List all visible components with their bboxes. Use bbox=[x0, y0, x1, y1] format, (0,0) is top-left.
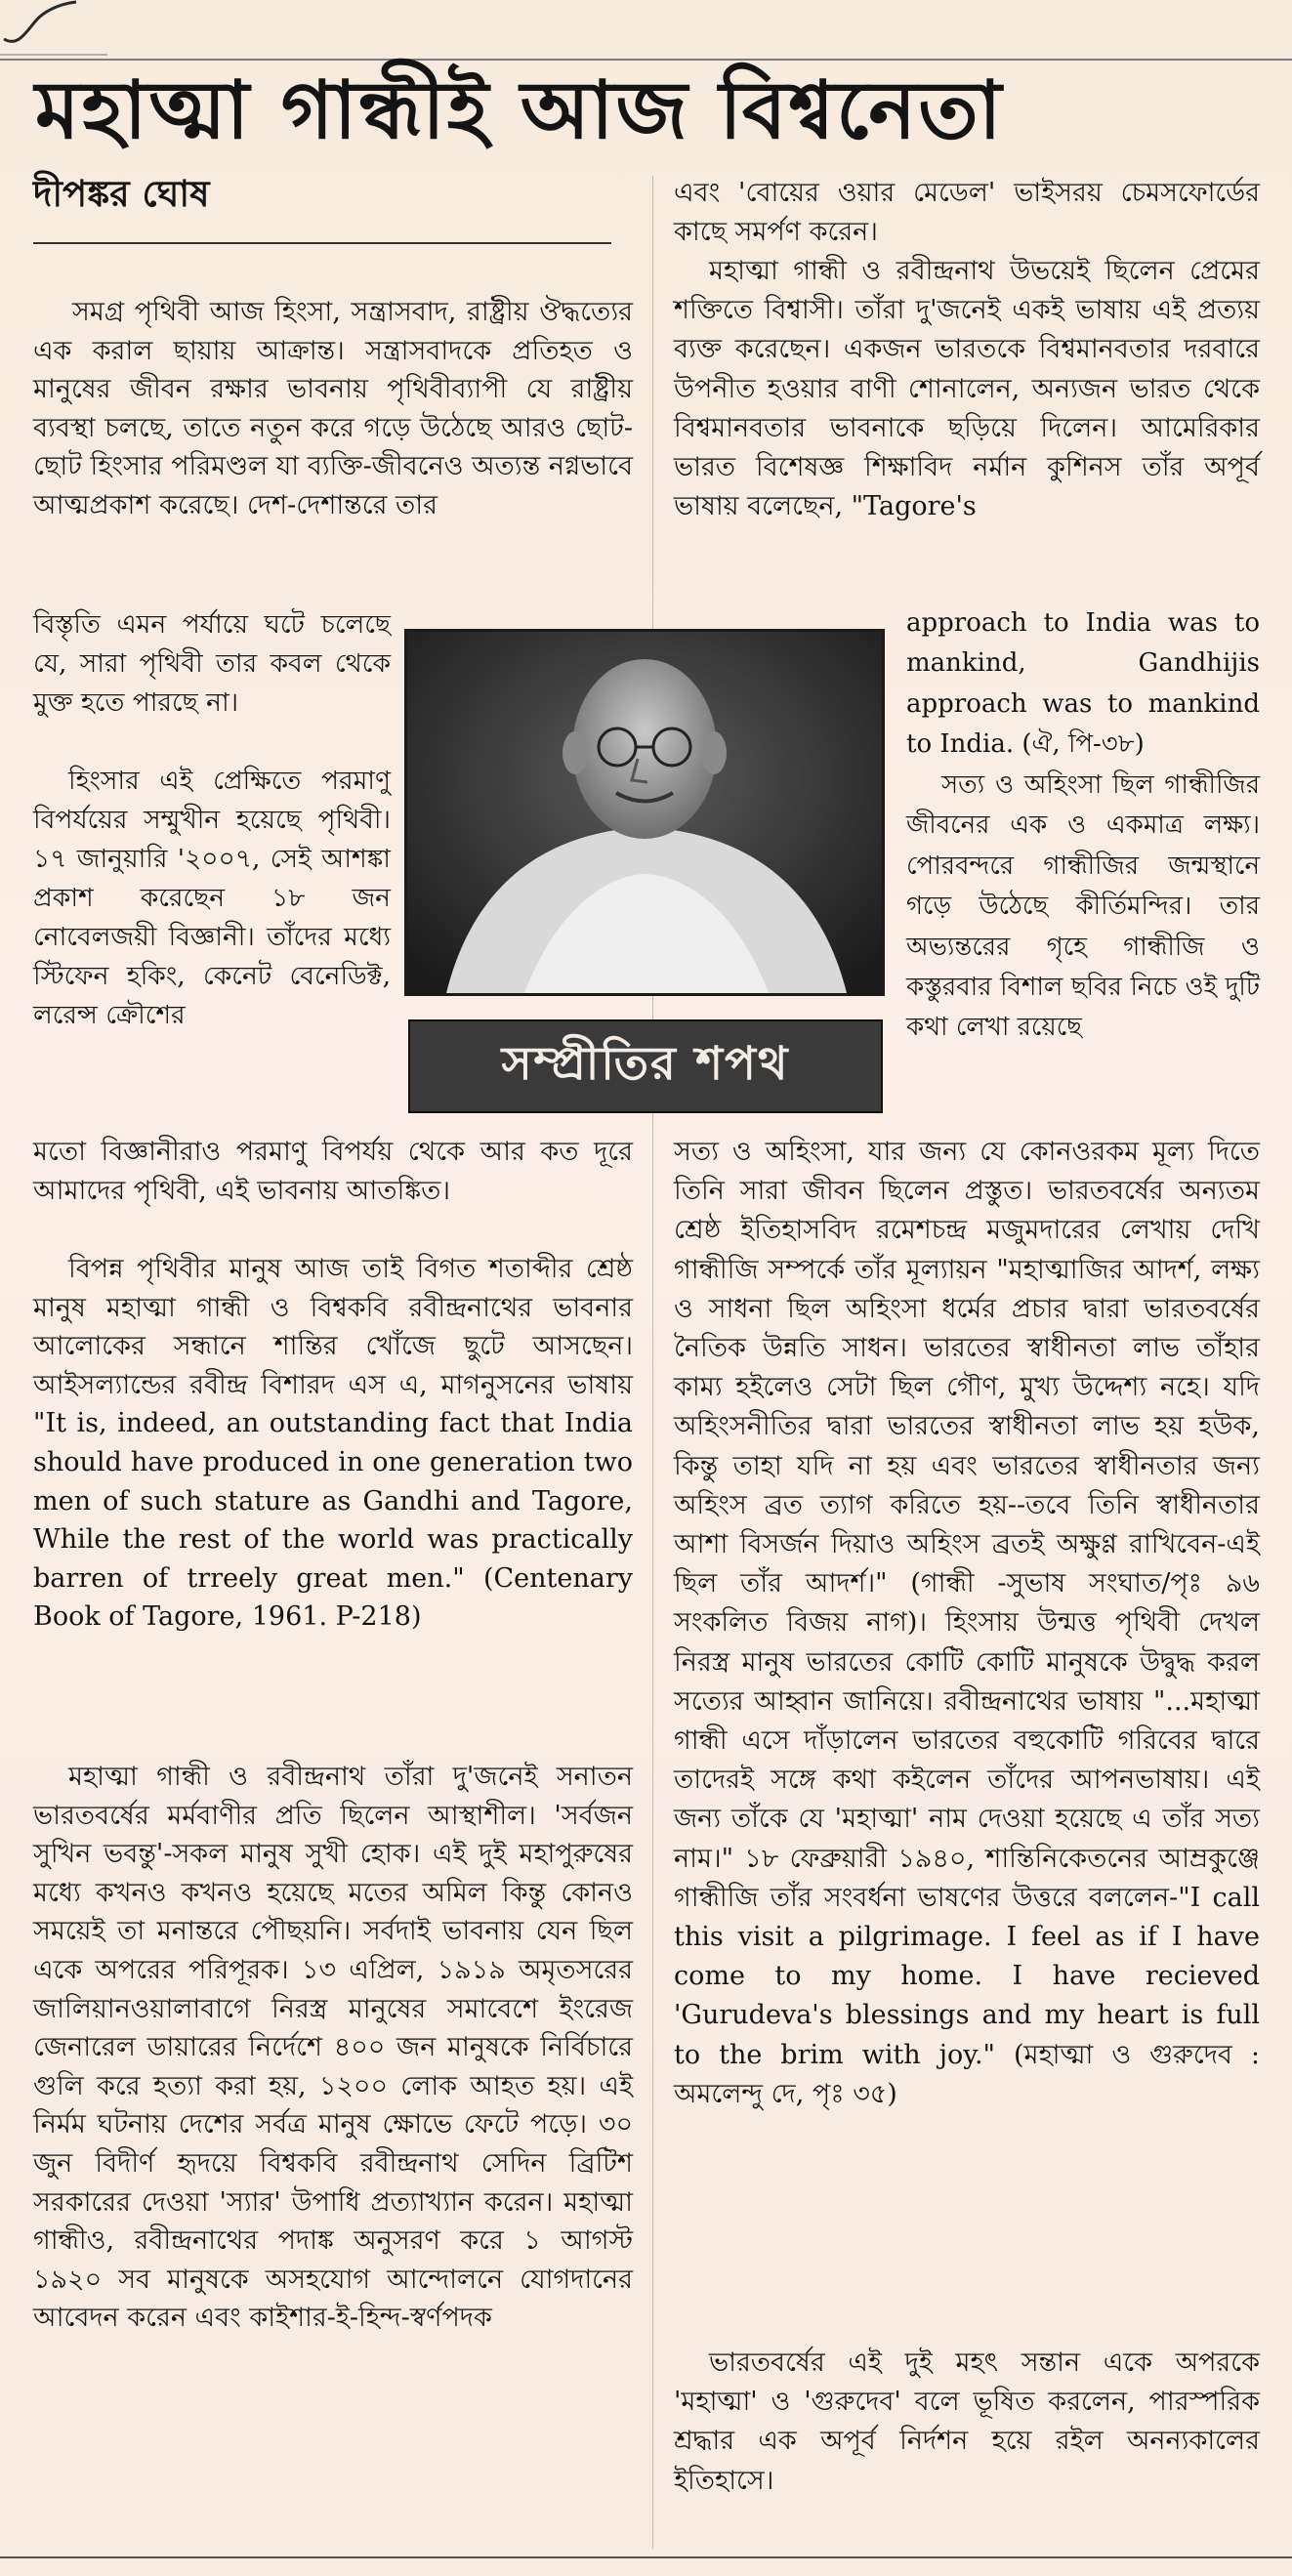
headline: মহাত্মা গান্ধীই আজ বিশ্বনেতা bbox=[35, 64, 1004, 157]
right-paragraph-3: সত্য ও অহিংসা ছিল গান্ধীজির জীবনের এক ও একমাত্র লক্ষ্য। পোরবন্দরে গান্ধীজির জন্মস্থানে গড়ে উঠেছে কীর্তিমন্দির। তার অভ্যন্তরের গৃহে গান্ধীজি ও কস্তুরবার বিশাল ছবির নিচে ওই দুটি কথা লেখা রয়েছে bbox=[906, 770, 1260, 1043]
photo-caption: সম্প্রীতির শপথ bbox=[501, 1037, 790, 1091]
byline: দীপঙ্কর ঘোষ bbox=[33, 173, 210, 215]
byline-rule bbox=[33, 242, 611, 244]
right-paragraph-1: এবং 'বোয়ের ওয়ার মেডেল' ভাইসরয় চেমসফোর্ডের কাছে সমর্পণ করেন। bbox=[674, 178, 1260, 248]
column-divider bbox=[652, 176, 653, 2549]
right-paragraph-2: মহাত্মা গান্ধী ও রবীন্দ্রনাথ উভয়েই ছিলেন প্রেমের শক্তিতে বিশ্বাসী। তাঁরা দু'জনেই একই ভাষায় এই প্রত্যয় ব্যক্ত করেছেন। একজন ভারতকে বিশ্বমানবতার দরবারে উপনীত হওয়ার বাণী শোনালেন, অন্যজন ভারত থেকে বিশ্বমানবতার ভাবনাকে ছড়িয়ে দিলেন। আমেরিকার ভারত বিশেষজ্ঞ শিক্ষাবিদ নর্মান কুশিনস তাঁর অপূর্ব ভাষায় বলেছেন, "Tagore's bbox=[674, 256, 1260, 522]
right-paragraph-4: ভারতবর্ষের এই দুই মহৎ সন্তান একে অপরকে 'মহাত্মা' ও 'গুরুদেব' বলে ভূষিত করলেন, পারস্পরিক শ্রদ্ধার এক অপূর্ব নির্দশন হয়ে রইল অনন্যকালের ইতিহাসে। bbox=[674, 2347, 1260, 2496]
bottom-rule bbox=[0, 2556, 1292, 2558]
left-paragraph-1-cont: বিস্তৃতি এমন পর্যায়ে ঘটে চলেছে যে, সারা পৃথিবী তার কবল থেকে মুক্ত হতে পারছে না। bbox=[33, 609, 391, 718]
gandhi-photo bbox=[404, 629, 885, 996]
pen-mark bbox=[0, 0, 107, 59]
right-paragraph-3-cont: সত্য ও অহিংসা, যার জন্য যে কোনওরকম মূল্য দিতে তিনি সারা জীবন ছিলেন প্রস্তুত। ভারতবর্ষের অন্যতম শ্রেষ্ঠ ইতিহাসবিদ রমেশচন্দ্র মজুমদারের লেখায় দেখি গান্ধীজি সম্পর্কে তাঁর মূল্যায়ন "মহাত্মাজির আদর্শ, লক্ষ্য ও সাধনা ছিল অহিংসা ধর্মের প্রচার দ্বারা ভারতবর্ষের নৈতিক উন্নতি সাধন। ভারতের স্বাধীনতা লাভ তাঁহার কাম্য হইলেও সেটা ছিল গৌণ, মুখ্য উদ্দেশ্য নহে। যদি অহিংসনীতির দ্বারা ভারতের স্বাধীনতা লাভ হয় হউক, কিন্তু তাহা যদি না হয় এবং ভারতের স্বাধীনতার জন্য অহিংস ব্রত ত্যাগ করিতে হয়--তবে তিনি স্বাধীনতার আশা বিসর্জন দিয়াও অহিংস ব্রতই অক্ষুণ্ণ রাখিবেন-এই ছিল তাঁর আদর্শ।" (গান্ধী -সুভাষ সংঘাত/পৃঃ ৯৬ সংকলিত বিজয় নাগ)। হিংসায় উন্মত্ত পৃথিবী দেখল নিরস্ত্র মানুষ ভারতের কোটি কোটি মানুষকে উদ্বুদ্ধ করল সত্যের আহ্বান জানিয়ে। রবীন্দ্রনাথের ভাষায় "...মহাত্মা গান্ধী এসে দাঁড়ালেন ভারতের বহুকোটি গরিবের দ্বারে তাদেরই সঙ্গে কথা কইলেন তাঁদের আপনভাষায়। এই জন্য তাঁকে যে 'মহাত্মা' নাম দেওয়া হয়েছে এ তাঁর সত্য নাম।" ১৮ ফেব্রুয়ারী ১৯৪০, শান্তিনিকেতনের আম্রকুঞ্জে গান্ধীজি তাঁর সংবর্ধনা ভাষণের উত্তরে বললেন-"I call this visit a pilgrimage. I feel as if I have come to my home. I have recieved 'Gurudeva's blessings and my heart is full to the brim with joy." (মহাত্মা ও গুরুদেব : অমলেন্দু দে, পৃঃ ৩৫) bbox=[674, 1137, 1260, 2109]
left-paragraph-2-cont: মতো বিজ্ঞানীরাও পরমাণু বিপর্যয় থেকে আর কত দূরে আমাদের পৃথিবী, এই ভাবনায় আতঙ্কিত। bbox=[33, 1137, 633, 1206]
photo-caption-banner bbox=[408, 1019, 883, 1113]
left-paragraph-1: সমগ্র পৃথিবী আজ হিংসা, সন্ত্রাসবাদ, রাষ্ট্রীয় ঔদ্ধত্যের এক করাল ছায়ায় আক্রান্ত। সন্ত্রাসবাদকে প্রতিহত ও মানুষের জীবন রক্ষার ভাবনায় পৃথিবীব্যাপী যে রাষ্ট্রীয় ব্যবস্থা চলছে, তাতে নতুন করে গড়ে উঠেছে আরও ছোট-ছোট হিংসার পরিমণ্ডল যা ব্যক্তি-জীবনেও অত্যন্ত নগ্নভাবে আত্মপ্রকাশ করেছে। দেশ-দেশান্তরে তার bbox=[33, 297, 633, 520]
left-paragraph-3: বিপন্ন পৃথিবীর মানুষ আজ তাই বিগত শতাব্দীর শ্রেষ্ঠ মানুষ মহাত্মা গান্ধী ও বিশ্বকবি রবীন্দ্রনাথের ভাবনার আলোকের সন্ধানে শান্তির খোঁজে ছুটে আসছেন। আইসল্যান্ডের রবীন্দ্র বিশারদ এস এ, মাগনুসনের ভাষায় "It is, indeed, an outstanding fact that India should have produced in one generation two men of such stature as Gandhi and Tagore, While the rest of the world was practically barren of trreely great men." (Centenary Book of Tagore, 1961. P-218) bbox=[33, 1254, 633, 1633]
right-paragraph-2-cont: approach to India was to mankind, Gandhijis approach was to mankind to India. (ঐ, পি-৩৮) bbox=[906, 608, 1260, 760]
left-paragraph-2: হিংসার এই প্রেক্ষিতে পরমাণু বিপর্যয়ের সম্মুখীন হয়েছে পৃথিবী। ১৭ জানুয়ারি '২০০৭, সেই আশঙ্কা প্রকাশ করেছেন ১৮ জন নোবেলজয়ী বিজ্ঞানী। তাঁদের মধ্যে স্টিফেন হকিং, কেনেট বেনেডিক্ট, লরেন্স ক্রৌশের bbox=[33, 766, 391, 1030]
left-paragraph-4: মহাত্মা গান্ধী ও রবীন্দ্রনাথ তাঁরা দু'জনেই সনাতন ভারতবর্ষের মর্মবাণীর প্রতি ছিলেন আস্থাশীল। 'সর্বজন সুখিন ভবন্তু'-সকল মানুষ সুখী হোক। এই দুই মহাপুরুষের মধ্যে কখনও কখনও হয়েছে মতের অমিল কিন্তু কোনও সময়েই তা মনান্তরে পৌছয়নি। সর্বদাই ভাবনায় যেন ছিল একে অপরের পরিপূরক। ১৩ এপ্রিল, ১৯১৯ অমৃতসরের জালিয়ানওয়ালাবাগে নিরস্ত্র মানুষের সমাবেশে ইংরেজ জেনারেল ডায়ারের নির্দেশে ৪০০ জন মানুষকে নির্বিচারে গুলি করে হত্যা করা হয়, ১২০০ লোক আহত হয়। এই নির্মম ঘটনায় দেশের সর্বত্র মানুষ ক্ষোভে ফেটে পড়ে। ৩০ জুন বিদীর্ণ হৃদয়ে বিশ্বকবি রবীন্দ্রনাথ সেদিন ব্রিটিশ সরকারের দেওয়া 'স্যার' উপাধি প্রত্যাখ্যান করেন। মহাত্মা গান্ধীও, রবীন্দ্রনাথের পদাঙ্ক অনুসরণ করে ১ আগস্ট ১৯২০ সব মানুষকে অসহযোগ আন্দোলনে যোগদানের আবেদন করেন এবং কাইশার-ই-হিন্দ-স্বর্ণপদক bbox=[33, 1762, 633, 2334]
